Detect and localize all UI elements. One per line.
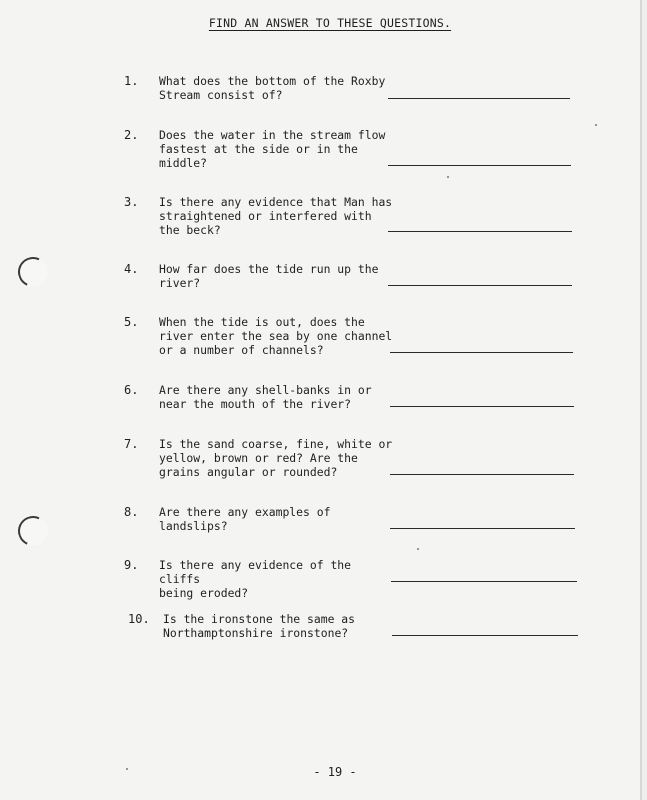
scan-speck xyxy=(126,768,128,770)
question-text: What does the bottom of the Roxby Stream consist of? xyxy=(159,74,386,102)
question-number: 4. xyxy=(124,262,139,276)
page-number: - 19 - xyxy=(313,765,357,779)
answer-line[interactable] xyxy=(390,528,575,529)
question-number: 10. xyxy=(128,612,150,626)
answer-line[interactable] xyxy=(388,285,572,286)
answer-line[interactable] xyxy=(388,98,570,99)
question-text: Is the ironstone the same as Northamptonshire ironstone? xyxy=(163,612,356,640)
question-number: 9. xyxy=(124,558,139,572)
question-text: Is there any evidence that Man has straightened or interfered with the beck? xyxy=(159,195,393,237)
question-number: 8. xyxy=(124,505,139,519)
answer-line[interactable] xyxy=(390,474,574,475)
question-number: 6. xyxy=(124,383,139,397)
question-number: 3. xyxy=(124,195,139,209)
question-number: 2. xyxy=(124,128,139,142)
question-text: Are there any examples of landslips? xyxy=(159,505,331,533)
scan-speck xyxy=(447,176,449,178)
page-title: FIND AN ANSWER TO THESE QUESTIONS. xyxy=(208,16,452,30)
punch-hole xyxy=(14,512,52,550)
question-text: When the tide is out, does the river enter the sea by one channel or a number of channels? xyxy=(159,315,393,357)
question-text: Does the water in the stream flow fastest at the side or in the middle? xyxy=(159,128,386,170)
question-number: 5. xyxy=(124,315,139,329)
question-text: Are there any shell-banks in or near the mouth of the river? xyxy=(159,383,372,411)
scan-speck xyxy=(417,548,419,550)
punch-hole xyxy=(14,253,52,291)
answer-line[interactable] xyxy=(390,352,573,353)
question-text: Is there any evidence of the cliffs being eroded? xyxy=(159,558,352,600)
answer-line[interactable] xyxy=(392,635,578,636)
question-number: 7. xyxy=(124,437,139,451)
answer-line[interactable] xyxy=(390,406,574,407)
answer-line[interactable] xyxy=(391,581,577,582)
question-text: Is the sand coarse, fine, white or yellow, brown or red? Are the grains angular or rounded? xyxy=(159,437,393,479)
scan-speck xyxy=(595,124,597,126)
question-number: 1. xyxy=(124,74,139,88)
question-text: How far does the tide run up the river? xyxy=(159,262,379,290)
answer-line[interactable] xyxy=(388,231,572,232)
answer-line[interactable] xyxy=(388,165,571,166)
